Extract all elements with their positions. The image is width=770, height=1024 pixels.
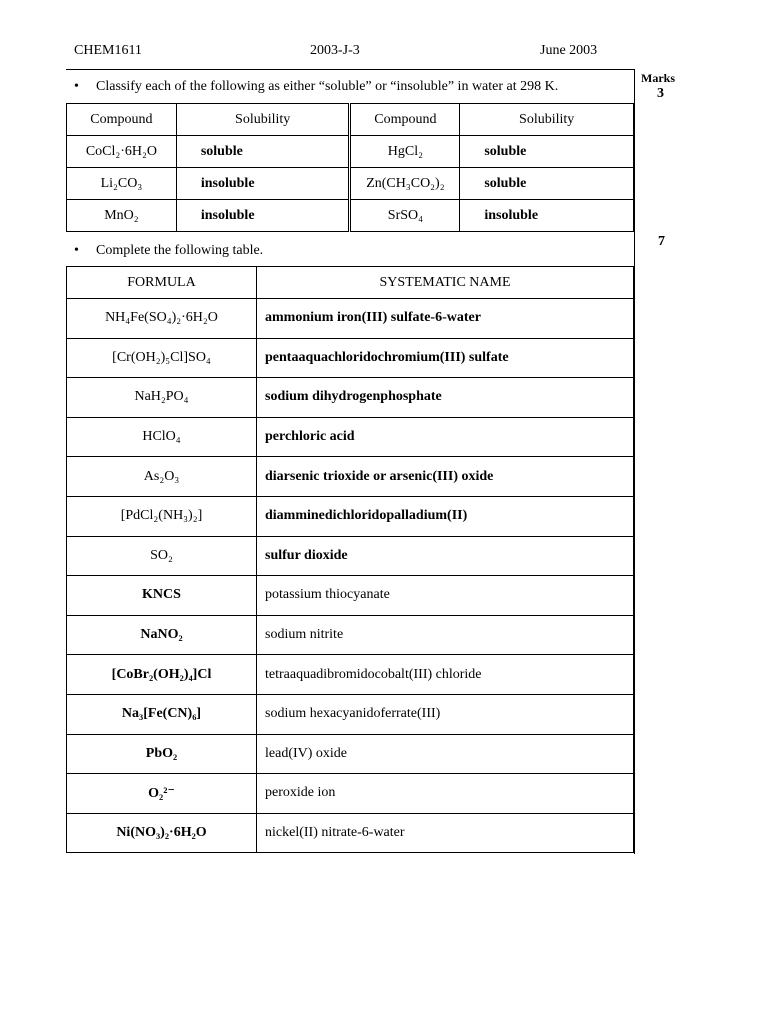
bullet: • [74,79,79,94]
table-row [67,299,634,339]
header-compound: Compound [350,104,460,136]
table-row [67,813,634,853]
marks-column-divider [634,69,635,854]
formula-cell: [CoBr₂(OH₂)₄]Cl [67,655,257,695]
systematic-name-cell: sodium hexacyanidoferrate(III) [257,694,634,734]
systematic-name-cell: peroxide ion [257,774,634,814]
nomenclature-table-header [67,267,634,299]
formula-cell: O₂²⁻ [67,774,257,814]
compound-cell: SrSO₄ [350,200,460,232]
compound-cell: CoCl₂·6H₂O [67,136,177,168]
table-row [67,774,634,814]
formula-cell: Ni(NO₃)₂·6H₂O [67,813,257,853]
compound-cell: Li₂CO₃ [67,168,177,200]
systematic-name-cell: potassium thiocyanate [257,576,634,616]
marks-question-1: 3 [657,86,664,101]
question-1-text: Classify each of the following as either “soluble” or “insoluble” in water at 298 K. [96,79,559,94]
table-row [67,200,634,232]
systematic-name-cell: lead(IV) oxide [257,734,634,774]
header-solubility: Solubility [176,104,350,136]
systematic-name-cell: nickel(II) nitrate-6-water [257,813,634,853]
systematic-name-cell: diamminedichloridopalladium(II) [257,496,634,536]
marks-question-2: 7 [658,234,665,249]
solubility-table [66,103,634,232]
formula-cell: SO₂ [67,536,257,576]
systematic-name-cell: sodium dihydrogenphosphate [257,378,634,418]
solubility-table-header [67,104,634,136]
table-row [67,655,634,695]
table-row [67,168,634,200]
solubility-cell: soluble [460,168,634,200]
formula-cell: NH₄Fe(SO₄)₂·6H₂O [67,299,257,339]
header-solubility: Solubility [460,104,634,136]
question-2-text: Complete the following table. [96,243,264,258]
table-row [67,734,634,774]
paper-code: 2003-J-3 [310,43,360,58]
header-compound: Compound [67,104,177,136]
compound-cell: HgCl₂ [350,136,460,168]
formula-cell: NaH₂PO₄ [67,378,257,418]
course-code: CHEM1611 [74,43,142,58]
table-row [67,576,634,616]
systematic-name-cell: ammonium iron(III) sulfate-6-water [257,299,634,339]
nomenclature-table [66,266,634,853]
formula-cell: Na₃[Fe(CN)₆] [67,694,257,734]
table-row [67,694,634,734]
header-formula: FORMULA [67,267,257,299]
table-row [67,536,634,576]
marks-label: Marks [641,71,675,85]
systematic-name-cell: perchloric acid [257,417,634,457]
table-row [67,417,634,457]
formula-cell: [Cr(OH₂)₅Cl]SO₄ [67,338,257,378]
table-row [67,136,634,168]
solubility-cell: insoluble [176,200,350,232]
table-row [67,338,634,378]
systematic-name-cell: tetraaquadibromidocobalt(III) chloride [257,655,634,695]
compound-cell: Zn(CH₃CO₂)₂ [350,168,460,200]
formula-cell: As₂O₃ [67,457,257,497]
exam-date: June 2003 [540,43,598,58]
table-row [67,615,634,655]
question-2-instruction [74,243,263,259]
systematic-name-cell: sodium nitrite [257,615,634,655]
table-row [67,457,634,497]
compound-cell: MnO₂ [67,200,177,232]
header-systematic-name: SYSTEMATIC NAME [257,267,634,299]
table-row [67,378,634,418]
solubility-cell: soluble [460,136,634,168]
systematic-name-cell: diarsenic trioxide or arsenic(III) oxide [257,457,634,497]
formula-cell: KNCS [67,576,257,616]
formula-cell: NaNO₂ [67,615,257,655]
bullet: • [74,243,79,258]
top-rule [66,69,634,70]
systematic-name-cell: pentaaquachloridochromium(III) sulfate [257,338,634,378]
solubility-cell: insoluble [460,200,634,232]
formula-cell: HClO₄ [67,417,257,457]
solubility-cell: insoluble [176,168,350,200]
formula-cell: [PdCl₂(NH₃)₂] [67,496,257,536]
formula-cell: PbO₂ [67,734,257,774]
solubility-cell: soluble [176,136,350,168]
table-row [67,496,634,536]
question-1-instruction [74,79,558,95]
systematic-name-cell: sulfur dioxide [257,536,634,576]
